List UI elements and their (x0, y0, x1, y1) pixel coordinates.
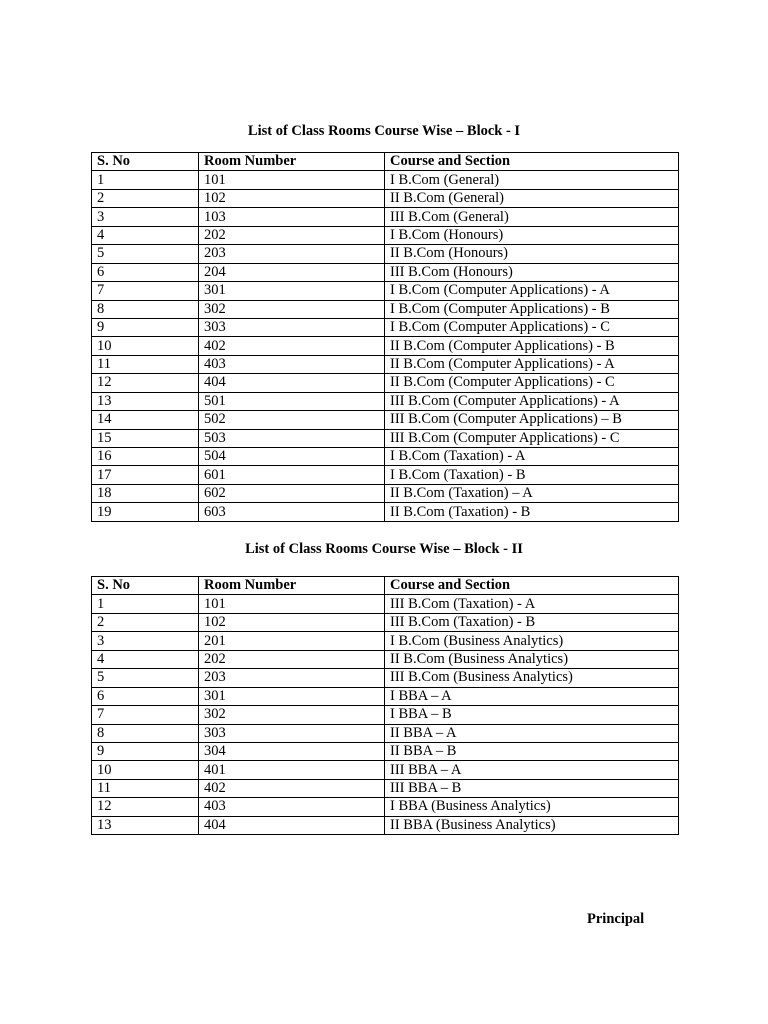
cell-course-and-section: I B.Com (Taxation) - B (385, 466, 679, 484)
cell-s-no: 4 (92, 226, 199, 244)
cell-course-and-section: III B.Com (Taxation) - A (385, 595, 679, 613)
cell-s-no: 11 (92, 779, 199, 797)
table-row (92, 466, 679, 484)
cell-s-no: 18 (92, 484, 199, 502)
cell-course-and-section: II BBA – A (385, 724, 679, 742)
block-1-title: List of Class Rooms Course Wise – Block - I (247, 123, 521, 139)
cell-course-and-section: III B.Com (Computer Applications) - C (385, 429, 679, 447)
block-2-table (91, 576, 679, 835)
cell-course-and-section: II B.Com (Taxation) – A (385, 484, 679, 502)
table-row (92, 171, 679, 189)
cell-room-number: 304 (199, 742, 385, 760)
cell-room-number: 601 (199, 466, 385, 484)
cell-course-and-section: III BBA – B (385, 779, 679, 797)
table-row (92, 392, 679, 410)
cell-s-no: 13 (92, 392, 199, 410)
table-row (92, 595, 679, 613)
cell-course-and-section: III B.Com (Business Analytics) (385, 669, 679, 687)
cell-room-number: 101 (199, 595, 385, 613)
table-row (92, 337, 679, 355)
cell-course-and-section: II B.Com (Computer Applications) - B (385, 337, 679, 355)
cell-course-and-section: I B.Com (Computer Applications) - C (385, 318, 679, 336)
table-row (92, 448, 679, 466)
header-s-no: S. No (92, 153, 199, 171)
cell-s-no: 19 (92, 503, 199, 521)
cell-room-number: 203 (199, 669, 385, 687)
table-row (92, 724, 679, 742)
table-row (92, 669, 679, 687)
cell-course-and-section: I B.Com (Business Analytics) (385, 632, 679, 650)
table-row (92, 411, 679, 429)
cell-course-and-section: I BBA – A (385, 687, 679, 705)
table-row (92, 687, 679, 705)
cell-room-number: 503 (199, 429, 385, 447)
block-2-title: List of Class Rooms Course Wise – Block - II (245, 541, 523, 557)
table-row (92, 779, 679, 797)
cell-course-and-section: II B.Com (Computer Applications) - A (385, 355, 679, 373)
cell-course-and-section: II BBA – B (385, 742, 679, 760)
cell-room-number: 402 (199, 337, 385, 355)
cell-course-and-section: II B.Com (General) (385, 189, 679, 207)
cell-course-and-section: III B.Com (Honours) (385, 263, 679, 281)
table-row (92, 706, 679, 724)
block-1-table (91, 152, 679, 522)
table-row (92, 816, 679, 834)
cell-room-number: 302 (199, 300, 385, 318)
table-row (92, 429, 679, 447)
cell-room-number: 201 (199, 632, 385, 650)
table-row (92, 282, 679, 300)
table-row (92, 226, 679, 244)
cell-s-no: 2 (92, 613, 199, 631)
cell-s-no: 9 (92, 318, 199, 336)
cell-room-number: 103 (199, 208, 385, 226)
table-row (92, 503, 679, 521)
cell-s-no: 7 (92, 282, 199, 300)
cell-room-number: 202 (199, 650, 385, 668)
cell-course-and-section: II B.Com (Business Analytics) (385, 650, 679, 668)
cell-s-no: 5 (92, 245, 199, 263)
table-row (92, 761, 679, 779)
table-row (92, 355, 679, 373)
cell-room-number: 602 (199, 484, 385, 502)
cell-course-and-section: I BBA (Business Analytics) (385, 798, 679, 816)
cell-room-number: 301 (199, 282, 385, 300)
cell-s-no: 1 (92, 595, 199, 613)
cell-room-number: 101 (199, 171, 385, 189)
table-header-row (92, 153, 679, 171)
cell-s-no: 12 (92, 798, 199, 816)
cell-room-number: 202 (199, 226, 385, 244)
cell-course-and-section: III B.Com (Taxation) - B (385, 613, 679, 631)
header-course-and-section: Course and Section (385, 153, 679, 171)
cell-course-and-section: I B.Com (Computer Applications) - B (385, 300, 679, 318)
cell-course-and-section: II B.Com (Computer Applications) - C (385, 374, 679, 392)
cell-s-no: 2 (92, 189, 199, 207)
cell-s-no: 3 (92, 632, 199, 650)
table-row (92, 798, 679, 816)
table-row (92, 632, 679, 650)
cell-s-no: 16 (92, 448, 199, 466)
header-room-number: Room Number (199, 153, 385, 171)
cell-s-no: 8 (92, 724, 199, 742)
table-row (92, 189, 679, 207)
cell-course-and-section: I B.Com (General) (385, 171, 679, 189)
cell-s-no: 6 (92, 687, 199, 705)
cell-room-number: 203 (199, 245, 385, 263)
cell-room-number: 102 (199, 613, 385, 631)
header-room-number: Room Number (199, 577, 385, 595)
cell-s-no: 11 (92, 355, 199, 373)
cell-room-number: 303 (199, 724, 385, 742)
cell-s-no: 10 (92, 761, 199, 779)
cell-s-no: 3 (92, 208, 199, 226)
table-row (92, 208, 679, 226)
table-row (92, 374, 679, 392)
cell-s-no: 8 (92, 300, 199, 318)
cell-course-and-section: III B.Com (Computer Applications) - A (385, 392, 679, 410)
table-row (92, 484, 679, 502)
cell-course-and-section: II BBA (Business Analytics) (385, 816, 679, 834)
cell-room-number: 502 (199, 411, 385, 429)
cell-s-no: 15 (92, 429, 199, 447)
cell-room-number: 403 (199, 798, 385, 816)
cell-room-number: 301 (199, 687, 385, 705)
cell-course-and-section: I B.Com (Taxation) - A (385, 448, 679, 466)
cell-room-number: 403 (199, 355, 385, 373)
table-row (92, 613, 679, 631)
cell-s-no: 6 (92, 263, 199, 281)
cell-room-number: 603 (199, 503, 385, 521)
cell-course-and-section: I B.Com (Honours) (385, 226, 679, 244)
cell-course-and-section: III B.Com (Computer Applications) – B (385, 411, 679, 429)
cell-s-no: 12 (92, 374, 199, 392)
table-row (92, 245, 679, 263)
table-row (92, 263, 679, 281)
table-row (92, 650, 679, 668)
cell-course-and-section: III B.Com (General) (385, 208, 679, 226)
cell-room-number: 504 (199, 448, 385, 466)
header-s-no: S. No (92, 577, 199, 595)
cell-course-and-section: II B.Com (Honours) (385, 245, 679, 263)
cell-room-number: 302 (199, 706, 385, 724)
cell-room-number: 303 (199, 318, 385, 336)
cell-course-and-section: I B.Com (Computer Applications) - A (385, 282, 679, 300)
table-row (92, 300, 679, 318)
table-row (92, 742, 679, 760)
cell-room-number: 102 (199, 189, 385, 207)
cell-course-and-section: I BBA – B (385, 706, 679, 724)
header-course-and-section: Course and Section (385, 577, 679, 595)
cell-room-number: 401 (199, 761, 385, 779)
signature-principal: Principal (587, 911, 645, 927)
cell-room-number: 501 (199, 392, 385, 410)
cell-s-no: 1 (92, 171, 199, 189)
cell-s-no: 9 (92, 742, 199, 760)
cell-room-number: 402 (199, 779, 385, 797)
cell-s-no: 4 (92, 650, 199, 668)
cell-s-no: 17 (92, 466, 199, 484)
cell-course-and-section: III BBA – A (385, 761, 679, 779)
table-header-row (92, 577, 679, 595)
cell-room-number: 404 (199, 374, 385, 392)
cell-s-no: 7 (92, 706, 199, 724)
cell-room-number: 404 (199, 816, 385, 834)
cell-room-number: 204 (199, 263, 385, 281)
cell-s-no: 14 (92, 411, 199, 429)
cell-course-and-section: II B.Com (Taxation) - B (385, 503, 679, 521)
cell-s-no: 5 (92, 669, 199, 687)
cell-s-no: 13 (92, 816, 199, 834)
cell-s-no: 10 (92, 337, 199, 355)
table-row (92, 318, 679, 336)
